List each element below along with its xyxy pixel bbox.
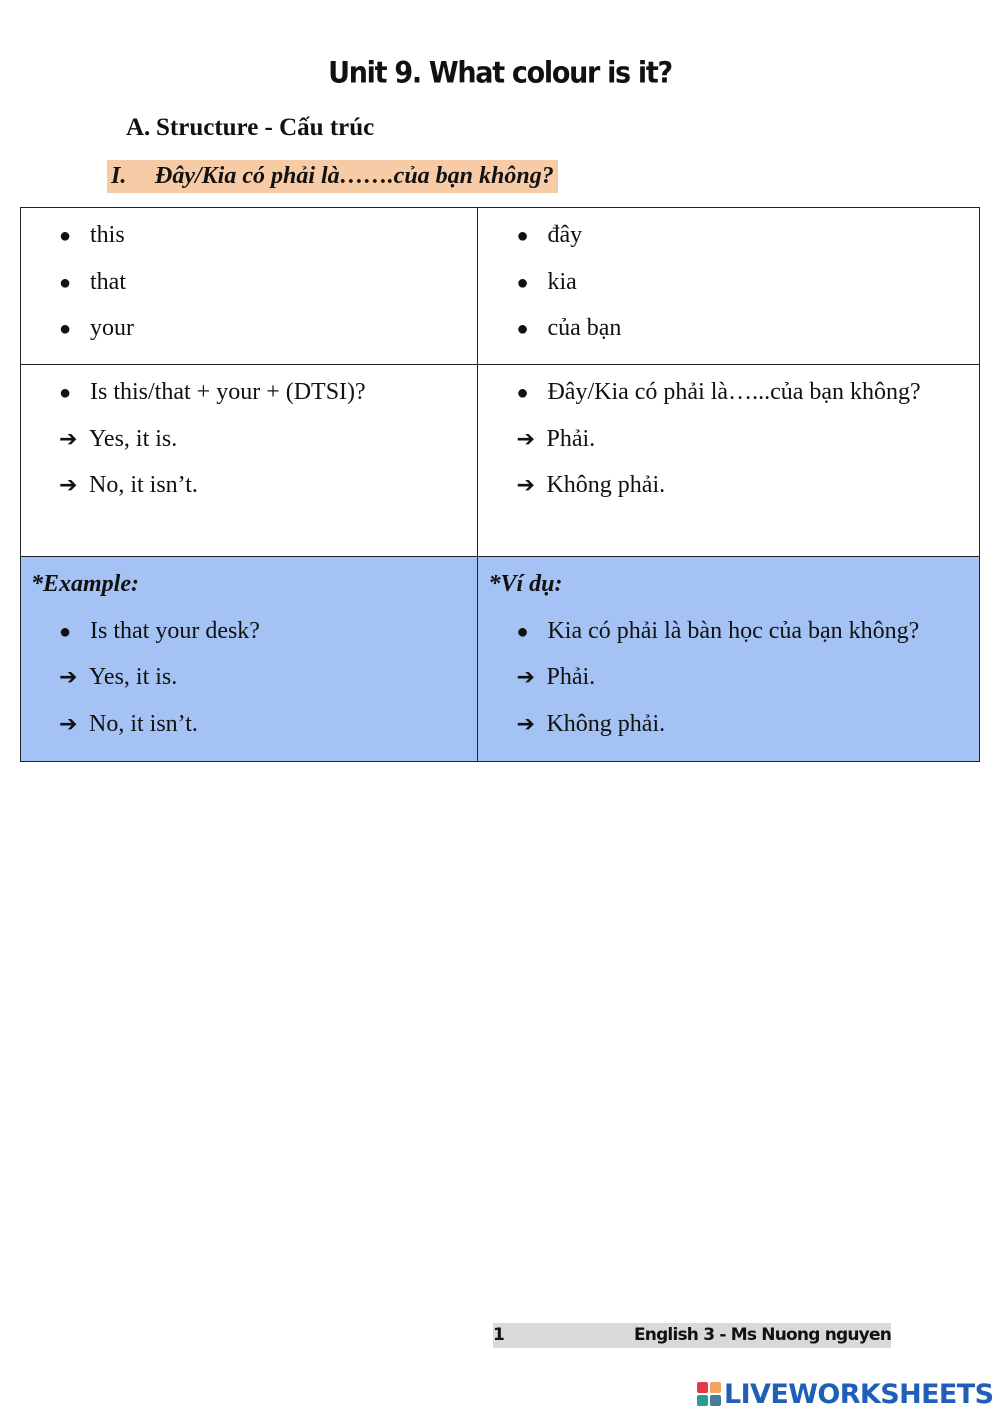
bullet-icon: ● xyxy=(59,382,72,404)
page-title: Unit 9. What colour is it? xyxy=(328,56,672,91)
arrow-right-icon: ➔ xyxy=(59,711,78,737)
example-label: *Example: xyxy=(31,571,139,597)
example-label: *Ví dụ: xyxy=(488,571,563,597)
bullet-icon: ● xyxy=(59,271,72,294)
list-item: ● của bạn xyxy=(478,313,979,360)
example-row xyxy=(21,557,980,762)
arrow-right-icon: ➔ xyxy=(516,711,535,737)
list-item: ● your xyxy=(21,313,477,360)
list-item: ● đây xyxy=(478,220,979,267)
example-question: ● Is that your desk? xyxy=(21,616,477,663)
example-answer-no: ➔ Không phải. xyxy=(478,709,979,756)
section-i-heading xyxy=(107,160,558,193)
example-cell-vi xyxy=(478,557,980,762)
vocab-row xyxy=(21,208,980,365)
bullet-icon: ● xyxy=(59,225,72,247)
structure-answer-no: ➔ Không phải. xyxy=(478,470,979,517)
arrow-right-icon: ➔ xyxy=(516,426,535,452)
structure-question: ● Is this/that + your + (DTSI)? xyxy=(21,377,477,424)
page-footer xyxy=(493,1323,891,1348)
list-item: ● kia xyxy=(478,267,979,314)
example-question: ● Kia có phải là bàn học của bạn không? xyxy=(478,616,979,663)
vocab-cell-en xyxy=(21,208,478,365)
arrow-right-icon: ➔ xyxy=(516,665,535,690)
example-answer-yes: ➔ Yes, it is. xyxy=(21,662,477,709)
arrow-right-icon: ➔ xyxy=(59,473,78,498)
structure-row xyxy=(21,365,980,557)
bullet-icon: ● xyxy=(516,225,529,247)
bullet-icon: ● xyxy=(516,318,529,340)
arrow-right-icon: ➔ xyxy=(59,665,78,690)
structure-cell-vi xyxy=(478,365,980,557)
bullet-icon: ● xyxy=(59,318,72,340)
structure-answer-no: ➔ No, it isn’t. xyxy=(21,470,477,517)
example-answer-yes: ➔ Phải. xyxy=(478,662,979,709)
liveworksheets-logo-icon xyxy=(697,1382,721,1406)
example-answer-no: ➔ No, it isn’t. xyxy=(21,709,477,756)
vocab-cell-vi xyxy=(478,208,980,365)
section-a-letter: A. xyxy=(126,114,151,141)
footer-credit: English 3 - Ms Nuong nguyen xyxy=(633,1325,891,1345)
section-a-heading xyxy=(126,114,374,142)
example-cell-en xyxy=(21,557,478,762)
structure-cell-en xyxy=(21,365,478,557)
structure-answer-yes: ➔ Phải. xyxy=(478,424,979,471)
section-i-number: I. xyxy=(111,163,127,189)
bullet-icon: ● xyxy=(516,271,529,294)
arrow-right-icon: ➔ xyxy=(516,473,535,498)
arrow-right-icon: ➔ xyxy=(59,426,78,452)
bullet-icon: ● xyxy=(516,620,529,643)
brand-watermark[interactable] xyxy=(697,1377,993,1411)
section-i-text: Đây/Kia có phải là…….của bạn không? xyxy=(155,163,554,189)
bullet-icon: ● xyxy=(59,620,72,643)
list-item: ● this xyxy=(21,220,477,267)
brand-name: LIVEWORKSHEETS xyxy=(724,1378,994,1410)
list-item: ● that xyxy=(21,267,477,314)
structure-question: ● Đây/Kia có phải là…...của bạn không? xyxy=(478,377,979,424)
structure-table xyxy=(20,207,980,762)
structure-answer-yes: ➔ Yes, it is. xyxy=(21,424,477,471)
page-number: 1 xyxy=(493,1325,505,1345)
section-a-text: Structure - Cấu trúc xyxy=(156,114,375,141)
bullet-icon: ● xyxy=(516,382,529,404)
